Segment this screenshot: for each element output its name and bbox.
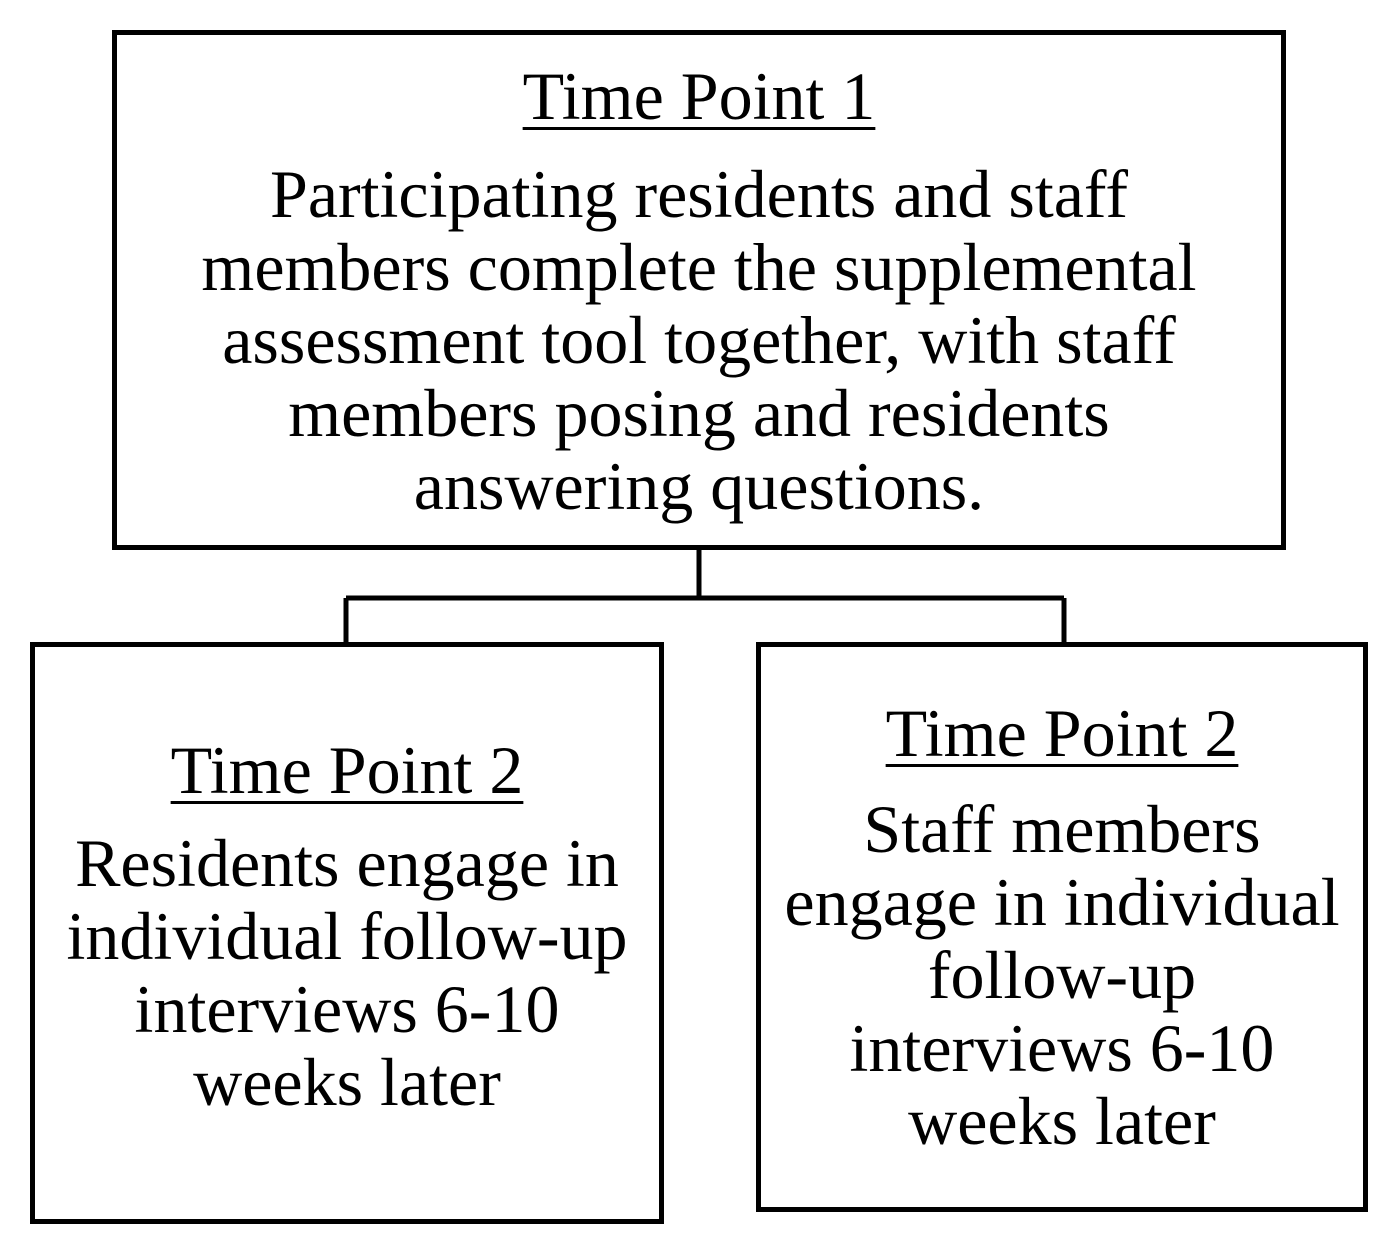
time-point-2-residents-heading: Time Point 2 <box>170 731 524 808</box>
time-point-1-description: Participating residents and staff members complete the supplemental assessment tool together, with staff members posing and residents answering questions. <box>201 155 1197 524</box>
time-point-2-residents-description: Residents engage in individual follow-up interviews 6-10 weeks later <box>66 825 628 1121</box>
time-point-2-staff-box <box>756 642 1368 1212</box>
time-point-2-staff-description: Staff members engage in individual follow-up interviews 6-10 weeks later <box>784 790 1340 1159</box>
time-point-1-box <box>112 30 1286 550</box>
time-point-2-staff-heading: Time Point 2 <box>885 695 1239 772</box>
time-point-1-heading: Time Point 1 <box>522 58 876 134</box>
time-point-2-residents-box <box>30 642 664 1224</box>
